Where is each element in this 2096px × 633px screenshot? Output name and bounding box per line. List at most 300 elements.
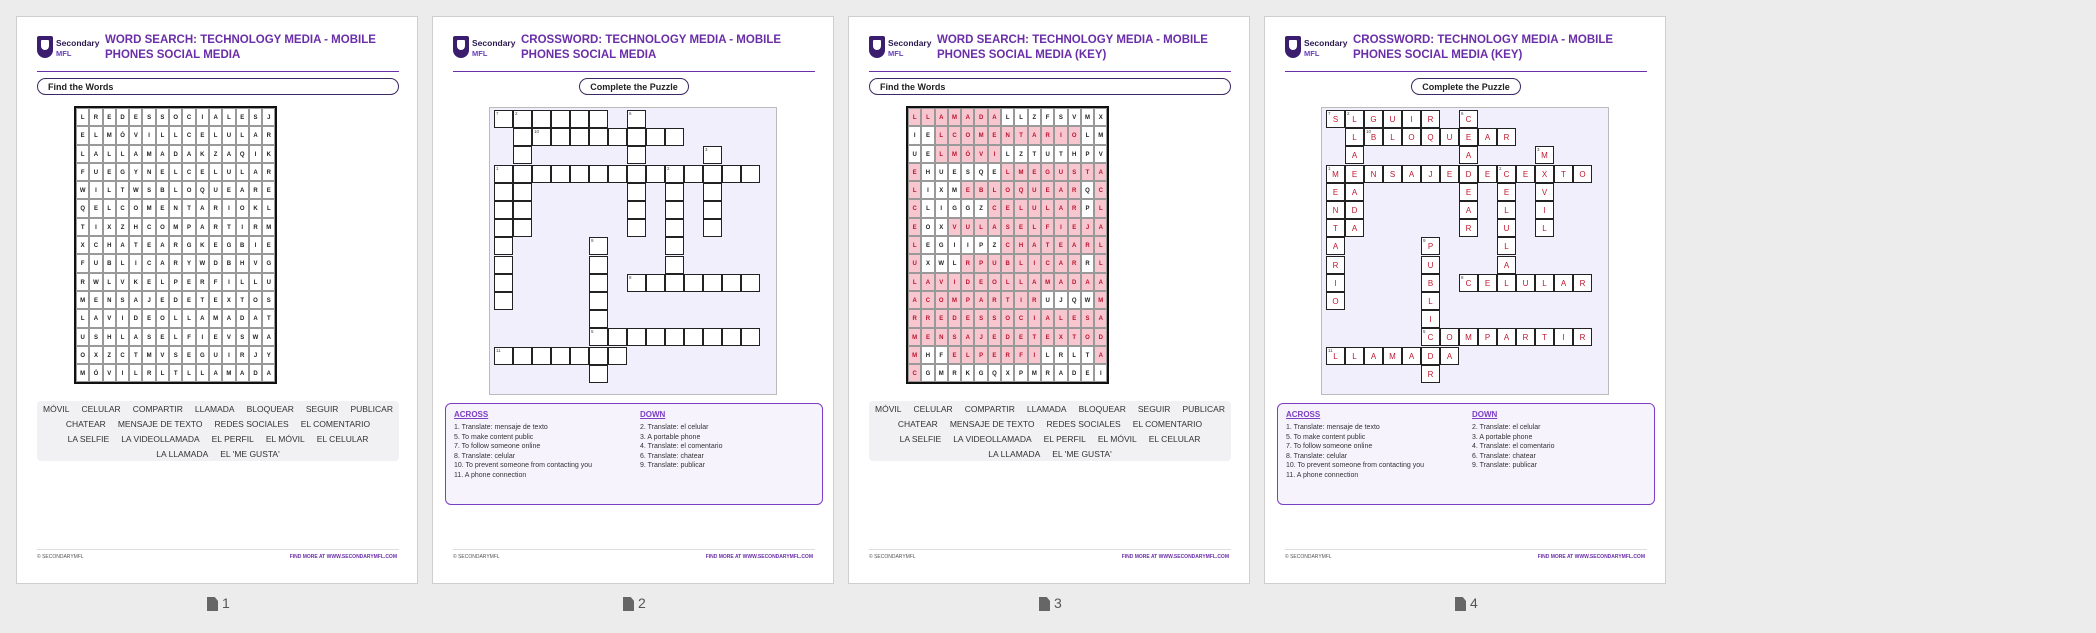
crossword-cell[interactable] bbox=[684, 274, 703, 292]
crossword-cell[interactable]: R bbox=[1573, 274, 1592, 292]
grid-cell: L bbox=[116, 328, 129, 346]
grid-cell: Q bbox=[1068, 291, 1081, 309]
clue-number: 10 bbox=[534, 129, 540, 135]
crossword-cell[interactable]: D bbox=[1459, 165, 1478, 183]
grid-cell: Y bbox=[129, 163, 142, 181]
grid-cell: V bbox=[948, 218, 961, 236]
crossword-cell[interactable] bbox=[494, 219, 513, 237]
word-bank-item: EL 'ME GUSTA' bbox=[220, 448, 280, 459]
crossword-cell[interactable] bbox=[684, 165, 703, 183]
crossword-cell[interactable] bbox=[532, 347, 551, 365]
grid-cell: S bbox=[116, 291, 129, 309]
crossword-cell[interactable] bbox=[646, 165, 665, 183]
grid-row bbox=[76, 108, 275, 126]
crossword-cell[interactable]: J bbox=[1421, 165, 1440, 183]
grid-cell: A bbox=[921, 273, 934, 291]
grid-cell: U bbox=[1054, 163, 1067, 181]
grid-row bbox=[908, 364, 1107, 382]
grid-cell: G bbox=[262, 254, 275, 272]
grid-cell: T bbox=[236, 291, 249, 309]
crossword-cell[interactable]: O bbox=[1573, 165, 1592, 183]
crossword-cell[interactable] bbox=[513, 128, 532, 146]
crossword-cell[interactable]: E bbox=[1326, 183, 1345, 201]
crossword-cell[interactable] bbox=[665, 165, 684, 183]
crossword-cell[interactable] bbox=[741, 274, 760, 292]
grid-cell: L bbox=[921, 199, 934, 217]
grid-cell: A bbox=[1041, 309, 1054, 327]
crossword-cell[interactable] bbox=[608, 128, 627, 146]
grid-cell: E bbox=[921, 126, 934, 144]
footer-link[interactable]: FIND MORE AT WWW.SECONDARYMFL.COM bbox=[1121, 554, 1229, 560]
grid-cell: S bbox=[1054, 108, 1067, 126]
page-3 bbox=[848, 16, 1250, 584]
crossword-cell[interactable]: I bbox=[1535, 201, 1554, 219]
crossword-cell[interactable] bbox=[665, 237, 684, 255]
crossword-cell[interactable]: R bbox=[1326, 256, 1345, 274]
crossword-cell[interactable] bbox=[665, 328, 684, 346]
clue-item: 2. Translate: el celular bbox=[1472, 424, 1541, 431]
crossword-cell[interactable] bbox=[646, 328, 665, 346]
crossword-cell[interactable] bbox=[589, 110, 608, 128]
grid-cell: E bbox=[182, 291, 195, 309]
crossword-cell[interactable]: O bbox=[1402, 128, 1421, 146]
grid-cell: M bbox=[908, 346, 921, 364]
grid-cell: L bbox=[169, 328, 182, 346]
grid-cell: I bbox=[142, 126, 155, 144]
crossword-cell[interactable] bbox=[665, 128, 684, 146]
crossword-cell[interactable] bbox=[589, 328, 608, 346]
crossword-cell[interactable] bbox=[684, 328, 703, 346]
crossword-cell[interactable]: R bbox=[1573, 328, 1592, 346]
crossword-cell[interactable]: L bbox=[1535, 219, 1554, 237]
crossword-cell[interactable]: O bbox=[1326, 292, 1345, 310]
crossword-cell[interactable]: M 3 bbox=[1535, 146, 1554, 164]
crossword-cell[interactable]: B 10 bbox=[1364, 128, 1383, 146]
grid-cell: I bbox=[921, 181, 934, 199]
grid-cell: L bbox=[1014, 254, 1027, 272]
crossword-cell[interactable] bbox=[589, 310, 608, 328]
crossword-cell[interactable] bbox=[627, 128, 646, 146]
grid-cell: U bbox=[89, 254, 102, 272]
grid-cell: A bbox=[1094, 346, 1107, 364]
word-bank-item: EL PERFIL bbox=[1043, 433, 1086, 444]
crossword-cell[interactable]: D bbox=[1421, 347, 1440, 365]
crossword-cell[interactable]: N bbox=[1364, 165, 1383, 183]
crossword-cell[interactable] bbox=[741, 165, 760, 183]
clue-item: 11. A phone connection bbox=[454, 471, 527, 479]
crossword-cell[interactable]: I bbox=[1554, 328, 1573, 346]
grid-cell: V bbox=[249, 254, 262, 272]
crossword-cell[interactable]: B bbox=[1421, 274, 1440, 292]
crossword-grid bbox=[489, 107, 777, 395]
grid-cell: O bbox=[156, 218, 169, 236]
grid-cell: P bbox=[182, 218, 195, 236]
crossword-cell[interactable] bbox=[627, 274, 646, 292]
crossword-cell[interactable] bbox=[589, 365, 608, 383]
crossword-cell[interactable]: T bbox=[1326, 219, 1345, 237]
grid-cell: B bbox=[236, 236, 249, 254]
grid-cell: Z bbox=[1028, 108, 1041, 126]
crossword-cell[interactable]: A bbox=[1459, 146, 1478, 164]
clue-number: 8 bbox=[629, 274, 632, 280]
grid-row bbox=[908, 309, 1107, 327]
crossword-cell[interactable] bbox=[627, 146, 646, 164]
grid-cell: O bbox=[1001, 181, 1014, 199]
crossword-key-grid bbox=[1321, 107, 1609, 395]
grid-cell: V bbox=[129, 126, 142, 144]
crossword-cell[interactable] bbox=[494, 256, 513, 274]
crossword-cell[interactable] bbox=[513, 146, 532, 164]
crossword-cell[interactable] bbox=[589, 165, 608, 183]
crossword-cell[interactable]: A bbox=[1326, 237, 1345, 255]
crossword-cell[interactable]: E bbox=[1478, 165, 1497, 183]
crossword-cell[interactable] bbox=[494, 110, 513, 128]
crossword-cell[interactable] bbox=[513, 219, 532, 237]
crossword-cell[interactable] bbox=[703, 201, 722, 219]
crossword-cell[interactable] bbox=[513, 183, 532, 201]
crossword-cell[interactable]: L bbox=[1383, 128, 1402, 146]
clue-number: 1 bbox=[1328, 165, 1331, 171]
crossword-cell[interactable]: A bbox=[1554, 274, 1573, 292]
grid-row bbox=[908, 328, 1107, 346]
footer-copyright: © SECONDARYMFL bbox=[1285, 554, 1332, 560]
crossword-cell[interactable] bbox=[627, 165, 646, 183]
clue-number: 7 bbox=[1328, 111, 1331, 116]
grid-cell: H bbox=[1014, 236, 1027, 254]
crossword-cell[interactable]: M bbox=[1459, 328, 1478, 346]
crossword-cell[interactable] bbox=[494, 274, 513, 292]
grid-cell: T bbox=[1054, 145, 1067, 163]
crossword-cell[interactable] bbox=[608, 328, 627, 346]
crossword-cell[interactable] bbox=[741, 328, 760, 346]
crossword-cell[interactable] bbox=[513, 347, 532, 365]
crossword-cell[interactable]: R bbox=[1459, 219, 1478, 237]
grid-cell: R bbox=[1028, 291, 1041, 309]
grid-cell: L bbox=[1054, 309, 1067, 327]
grid-cell: U bbox=[988, 254, 1001, 272]
crossword-cell[interactable] bbox=[703, 183, 722, 201]
crossword-cell[interactable] bbox=[551, 110, 570, 128]
grid-cell: L bbox=[1014, 273, 1027, 291]
crossword-cell[interactable]: E bbox=[1497, 183, 1516, 201]
crossword-cell[interactable]: M 1 bbox=[1326, 165, 1345, 183]
grid-cell: R bbox=[1081, 236, 1094, 254]
clue-item: 4. Translate: el comentario bbox=[640, 443, 723, 451]
crossword-cell[interactable] bbox=[703, 328, 722, 346]
grid-cell: E bbox=[209, 291, 222, 309]
crossword-cell[interactable] bbox=[494, 183, 513, 201]
crossword-cell[interactable]: A bbox=[1345, 183, 1364, 201]
clue-number: 2 bbox=[1499, 165, 1502, 171]
crossword-cell[interactable]: U bbox=[1383, 110, 1402, 128]
crossword-cell[interactable] bbox=[494, 165, 513, 183]
crossword-cell[interactable]: D bbox=[1345, 201, 1364, 219]
crossword-cell[interactable]: L bbox=[1345, 128, 1364, 146]
crossword-cell[interactable]: A bbox=[1345, 146, 1364, 164]
crossword-cell[interactable]: T bbox=[1535, 328, 1554, 346]
grid-cell: K bbox=[961, 364, 974, 382]
crossword-cell[interactable] bbox=[665, 201, 684, 219]
crossword-cell[interactable] bbox=[494, 237, 513, 255]
crossword-cell[interactable] bbox=[494, 292, 513, 310]
word-bank-item: REDES SOCIALES bbox=[214, 418, 289, 429]
grid-cell: U bbox=[908, 254, 921, 272]
grid-cell: A bbox=[1054, 273, 1067, 291]
crossword-cell[interactable]: N bbox=[1326, 201, 1345, 219]
grid-cell: A bbox=[1068, 236, 1081, 254]
grid-cell: E bbox=[76, 126, 89, 144]
crossword-cell[interactable] bbox=[627, 219, 646, 237]
clue-item: 9. Translate: publicar bbox=[640, 462, 705, 470]
crossword-cell[interactable] bbox=[665, 274, 684, 292]
crossword-cell[interactable]: A bbox=[1402, 165, 1421, 183]
crossword-cell[interactable] bbox=[551, 128, 570, 146]
crossword-cell[interactable]: E bbox=[1516, 165, 1535, 183]
grid-cell: O bbox=[935, 291, 948, 309]
clue-item: 8. Translate: celular bbox=[454, 452, 516, 460]
grid-cell: E bbox=[129, 108, 142, 126]
crossword-cell[interactable]: C 6 bbox=[1459, 110, 1478, 128]
crossword-cell[interactable]: L bbox=[1421, 292, 1440, 310]
crossword-cell[interactable] bbox=[589, 128, 608, 146]
grid-cell: L bbox=[908, 181, 921, 199]
grid-cell: V bbox=[222, 328, 235, 346]
crossword-cell[interactable] bbox=[627, 183, 646, 201]
crossword-cell[interactable]: R bbox=[1516, 328, 1535, 346]
grid-cell: G bbox=[222, 236, 235, 254]
crossword-cell[interactable] bbox=[494, 201, 513, 219]
grid-cell: A bbox=[1081, 273, 1094, 291]
grid-cell: C bbox=[1001, 236, 1014, 254]
grid-cell: W bbox=[89, 273, 102, 291]
word-bank-item: EL 'ME GUSTA' bbox=[1052, 448, 1112, 459]
crossword-cell[interactable] bbox=[703, 219, 722, 237]
crossword-cell[interactable] bbox=[589, 292, 608, 310]
grid-cell: O bbox=[961, 126, 974, 144]
grid-cell: O bbox=[76, 346, 89, 364]
crossword-cell[interactable]: T bbox=[1554, 165, 1573, 183]
crossword-cell[interactable]: I bbox=[1421, 310, 1440, 328]
grid-cell: U bbox=[1028, 181, 1041, 199]
word-bank-item: LLAMADA bbox=[194, 403, 235, 414]
grid-cell: E bbox=[1014, 328, 1027, 346]
grid-cell: A bbox=[961, 108, 974, 126]
grid-cell: K bbox=[262, 145, 275, 163]
crossword-cell[interactable]: A bbox=[1364, 347, 1383, 365]
crossword-cell[interactable]: E bbox=[1459, 183, 1478, 201]
crossword-cell[interactable] bbox=[722, 274, 741, 292]
crossword-cell[interactable] bbox=[570, 128, 589, 146]
grid-cell: F bbox=[1041, 108, 1054, 126]
crossword-cell[interactable] bbox=[513, 110, 532, 128]
grid-cell: E bbox=[961, 181, 974, 199]
clue-item: 9. Translate: publicar bbox=[1472, 462, 1537, 470]
grid-cell: L bbox=[1081, 126, 1094, 144]
grid-cell: R bbox=[169, 236, 182, 254]
grid-cell: L bbox=[76, 309, 89, 327]
grid-cell: I bbox=[948, 236, 961, 254]
crossword-cell[interactable] bbox=[570, 165, 589, 183]
crossword-cell[interactable]: L 2 bbox=[1345, 110, 1364, 128]
grid-cell: R bbox=[1081, 254, 1094, 272]
document-icon bbox=[1039, 597, 1050, 611]
grid-cell: W bbox=[196, 254, 209, 272]
crossword-cell[interactable]: E bbox=[1459, 128, 1478, 146]
crossword-cell[interactable]: A bbox=[1459, 201, 1478, 219]
crossword-cell[interactable]: U bbox=[1440, 128, 1459, 146]
clue-number: 2 bbox=[1347, 111, 1350, 116]
crossword-cell[interactable]: E bbox=[1478, 274, 1497, 292]
crossword-cell[interactable] bbox=[646, 128, 665, 146]
clue-number: 7 bbox=[496, 111, 499, 116]
grid-cell: O bbox=[921, 218, 934, 236]
grid-cell: W bbox=[249, 328, 262, 346]
crossword-cell[interactable] bbox=[589, 237, 608, 255]
crossword-cell[interactable] bbox=[665, 183, 684, 201]
grid-cell: F bbox=[209, 273, 222, 291]
word-bank-item: CELULAR bbox=[913, 403, 953, 414]
crossword-cell[interactable]: P 9 bbox=[1421, 237, 1440, 255]
grid-cell: H bbox=[921, 346, 934, 364]
grid-cell: A bbox=[1094, 218, 1107, 236]
crossword-cell[interactable] bbox=[627, 110, 646, 128]
crossword-cell[interactable]: I bbox=[1326, 274, 1345, 292]
grid-cell: L bbox=[1094, 254, 1107, 272]
grid-row bbox=[76, 218, 275, 236]
clue-item: 4. Translate: el comentario bbox=[1472, 443, 1555, 451]
crossword-cell[interactable] bbox=[570, 347, 589, 365]
crossword-cell[interactable]: A bbox=[1440, 347, 1459, 365]
crossword-cell[interactable] bbox=[665, 256, 684, 274]
crossword-cell[interactable]: G bbox=[1364, 110, 1383, 128]
footer-link[interactable]: FIND MORE AT WWW.SECONDARYMFL.COM bbox=[705, 554, 813, 560]
footer-link[interactable]: FIND MORE AT WWW.SECONDARYMFL.COM bbox=[289, 554, 397, 560]
crossword-cell[interactable]: R bbox=[1421, 110, 1440, 128]
crossword-cell[interactable]: L bbox=[1345, 347, 1364, 365]
grid-cell: T bbox=[116, 181, 129, 199]
crossword-cell[interactable] bbox=[627, 201, 646, 219]
crossword-cell[interactable]: E bbox=[1345, 165, 1364, 183]
crossword-cell[interactable] bbox=[608, 165, 627, 183]
grid-cell: M bbox=[76, 364, 89, 382]
grid-cell: R bbox=[196, 273, 209, 291]
crossword-cell[interactable]: X bbox=[1535, 165, 1554, 183]
crossword-cell[interactable]: C 8 bbox=[1459, 274, 1478, 292]
document-icon bbox=[1455, 597, 1466, 611]
crossword-cell[interactable]: C 2 bbox=[1497, 165, 1516, 183]
crossword-cell[interactable] bbox=[589, 347, 608, 365]
grid-cell: A bbox=[262, 328, 275, 346]
grid-cell: O bbox=[236, 199, 249, 217]
grid-cell: G bbox=[1041, 163, 1054, 181]
crossword-cell[interactable] bbox=[589, 274, 608, 292]
grid-cell: R bbox=[988, 291, 1001, 309]
grid-cell: M bbox=[948, 145, 961, 163]
crossword-cell[interactable]: L bbox=[1497, 201, 1516, 219]
grid-cell: H bbox=[129, 218, 142, 236]
crossword-cell[interactable] bbox=[646, 274, 665, 292]
crossword-cell[interactable]: Q bbox=[1421, 128, 1440, 146]
grid-cell: R bbox=[76, 273, 89, 291]
crossword-cell[interactable]: C 5 bbox=[1421, 328, 1440, 346]
grid-cell: X bbox=[921, 254, 934, 272]
crossword-cell[interactable]: L 11 bbox=[1326, 347, 1345, 365]
grid-cell: R bbox=[262, 126, 275, 144]
crossword-cell[interactable] bbox=[589, 256, 608, 274]
crossword-cell[interactable]: O bbox=[1440, 328, 1459, 346]
grid-cell: K bbox=[129, 273, 142, 291]
crossword-cell[interactable] bbox=[703, 165, 722, 183]
crossword-cell[interactable] bbox=[722, 328, 741, 346]
grid-cell: M bbox=[76, 291, 89, 309]
crossword-cell[interactable]: M bbox=[1383, 347, 1402, 365]
crossword-cell[interactable] bbox=[494, 347, 513, 365]
crossword-cell[interactable] bbox=[532, 128, 551, 146]
crossword-cell[interactable]: S 7 bbox=[1326, 110, 1345, 128]
crossword-cell[interactable]: V bbox=[1535, 183, 1554, 201]
crossword-cell[interactable] bbox=[551, 347, 570, 365]
crossword-cell[interactable]: A bbox=[1497, 328, 1516, 346]
crossword-cell[interactable] bbox=[513, 165, 532, 183]
grid-cell: A bbox=[196, 218, 209, 236]
crossword-cell[interactable] bbox=[627, 328, 646, 346]
grid-cell: M bbox=[1041, 273, 1054, 291]
grid-cell: A bbox=[89, 309, 102, 327]
footer-link[interactable]: FIND MORE AT WWW.SECONDARYMFL.COM bbox=[1537, 554, 1645, 560]
crossword-cell[interactable] bbox=[532, 110, 551, 128]
crossword-cell[interactable] bbox=[532, 165, 551, 183]
grid-cell: U bbox=[961, 218, 974, 236]
crossword-cell[interactable]: A bbox=[1402, 347, 1421, 365]
grid-cell: A bbox=[1094, 273, 1107, 291]
clue-number: 5 bbox=[591, 329, 594, 335]
grid-cell: Ó bbox=[89, 364, 102, 382]
crossword-cell[interactable]: U bbox=[1516, 274, 1535, 292]
crossword-cell[interactable]: I bbox=[1402, 110, 1421, 128]
crossword-cell[interactable] bbox=[570, 110, 589, 128]
crossword-cell[interactable]: E bbox=[1440, 165, 1459, 183]
grid-cell: C bbox=[182, 126, 195, 144]
grid-cell: E bbox=[182, 273, 195, 291]
crossword-cell[interactable]: L bbox=[1497, 274, 1516, 292]
crossword-cell[interactable] bbox=[665, 219, 684, 237]
grid-cell: W bbox=[935, 254, 948, 272]
crossword-cell[interactable]: R bbox=[1497, 128, 1516, 146]
crossword-cell[interactable] bbox=[722, 165, 741, 183]
grid-cell: W bbox=[76, 181, 89, 199]
crossword-cell[interactable] bbox=[513, 201, 532, 219]
across-clues: ACROSS 1. Translate: mensaje de texto 5. To make content public 7. To follow someone online 8. Translate: celular 10. To prevent someone from contacting you 11. A phone connection bbox=[454, 410, 593, 479]
crossword-cell[interactable]: L bbox=[1497, 237, 1516, 255]
crossword-cell[interactable] bbox=[703, 274, 722, 292]
crossword-cell[interactable]: P bbox=[1478, 328, 1497, 346]
crossword-cell[interactable] bbox=[703, 146, 722, 164]
crossword-cell[interactable]: A bbox=[1478, 128, 1497, 146]
crossword-cell[interactable]: S bbox=[1383, 165, 1402, 183]
crossword-cell[interactable]: R bbox=[1421, 365, 1440, 383]
crossword-cell[interactable] bbox=[551, 165, 570, 183]
crossword-cell[interactable]: A bbox=[1345, 219, 1364, 237]
crossword-cell[interactable] bbox=[608, 347, 627, 365]
grid-cell: A bbox=[262, 364, 275, 382]
crossword-cell[interactable]: U bbox=[1497, 219, 1516, 237]
crossword-cell[interactable]: A bbox=[1497, 256, 1516, 274]
grid-cell: L bbox=[89, 126, 102, 144]
crossword-cell[interactable]: U bbox=[1421, 256, 1440, 274]
grid-cell: O bbox=[1081, 328, 1094, 346]
crossword-cell[interactable]: L bbox=[1535, 274, 1554, 292]
grid-cell: V bbox=[156, 346, 169, 364]
